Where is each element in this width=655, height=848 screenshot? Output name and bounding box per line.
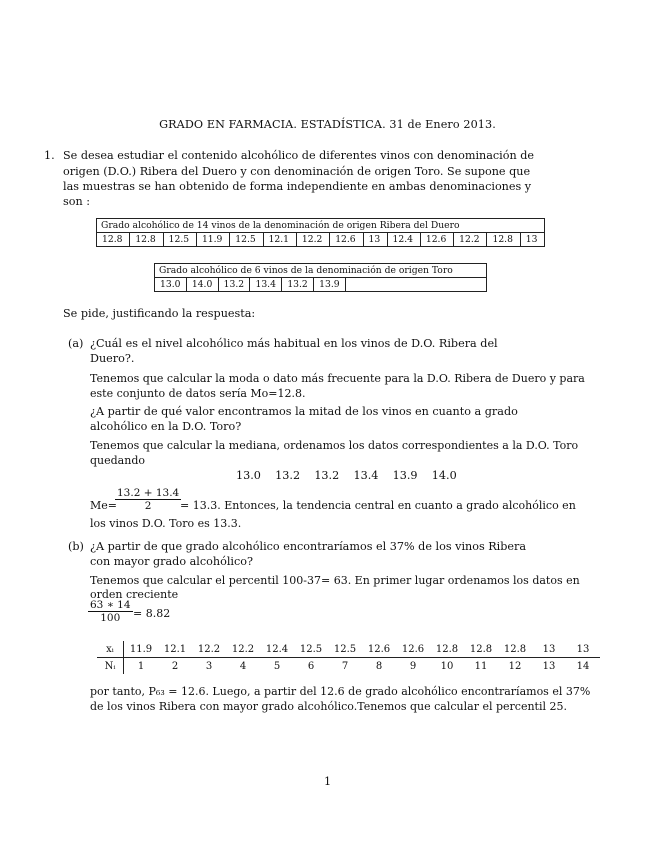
- b-answer-line-2: orden creciente: [90, 588, 179, 601]
- table-cell: 9: [409, 660, 417, 672]
- intro-line-4: son :: [63, 195, 91, 208]
- intro-line-3: las muestras se han obtenido de forma independiente en ambas denominaciones y: [63, 180, 532, 193]
- a-answer-1-line-2: este conjunto de datos sería Mo=12.8.: [90, 387, 306, 400]
- table-cell-empty: [346, 278, 487, 292]
- ask-line: Se pide, justificando la respuesta:: [63, 307, 256, 320]
- table-cell: 13.4: [250, 278, 282, 292]
- table-cell: 6: [307, 660, 315, 672]
- percentile-position-fraction: [88, 599, 133, 624]
- xi-label: xᵢ: [97, 641, 124, 658]
- table-cell: 11.9: [124, 641, 159, 658]
- sorted-toro-values: [236, 469, 457, 482]
- a-question-1-line-2: Duero?.: [90, 352, 135, 365]
- table-cell: 12.8: [130, 233, 163, 247]
- median-denominator: 2: [144, 500, 152, 512]
- median-prefix: Me=: [90, 499, 117, 512]
- table-cell: 12.2: [192, 641, 226, 658]
- frequency-table: [97, 641, 600, 674]
- toro-table-header: Grado alcohólico de 6 vinos de la denominación de origen Toro: [155, 264, 487, 278]
- table-cell: 12.6: [420, 233, 453, 247]
- table-cell: 13: [532, 641, 566, 658]
- table-cell: 12.5: [163, 233, 196, 247]
- problem-number: 1.: [44, 149, 55, 162]
- table-cell: 13.2: [282, 278, 314, 292]
- table-cell: 13: [566, 641, 600, 658]
- table-cell: 13: [363, 233, 387, 247]
- sorted-value: 13.2: [275, 469, 301, 482]
- table-cell: 12.1: [158, 641, 192, 658]
- table-cell: 12.6: [396, 641, 430, 658]
- sorted-value: 13.2: [314, 469, 340, 482]
- table-cell: 1: [137, 660, 145, 672]
- table-cell: 12.5: [294, 641, 328, 658]
- median-result-line: = 13.3. Entonces, la tendencia central en cuanto a grado alcohólico en: [180, 499, 576, 512]
- intro-line-2: origen (D.O.) Ribera del Duero y con denominación de origen Toro. Se supone que: [63, 165, 531, 178]
- table-cell: 2: [171, 660, 179, 672]
- ni-label: Nᵢ: [97, 658, 124, 675]
- median-fraction: [115, 487, 181, 512]
- table-cell: 10: [440, 660, 454, 672]
- table-cell: 11.9: [196, 233, 229, 247]
- b-conclusion-line-2: de los vinos Ribera con mayor grado alcohólico.Tenemos que calcular el percentil 25.: [90, 700, 567, 713]
- table-cell: 12.2: [454, 233, 487, 247]
- table-cell: 8: [375, 660, 383, 672]
- table-cell: 3: [205, 660, 213, 672]
- toro-table: [154, 263, 487, 292]
- median-numerator: 13.2 + 13.4: [117, 487, 180, 499]
- a-question-2-line-2: alcohólico en la D.O. Toro?: [90, 420, 242, 433]
- table-cell: 12.8: [430, 641, 464, 658]
- toro-values-row: [155, 278, 487, 292]
- table-cell: 12.4: [260, 641, 294, 658]
- sorted-value: 13.9: [392, 469, 418, 482]
- ni-row: [97, 658, 600, 675]
- ribera-table-header: Grado alcohólico de 14 vinos de la denominación de origen Ribera del Duero: [97, 219, 545, 233]
- median-conclusion: los vinos D.O. Toro es 13.3.: [90, 517, 242, 530]
- a-answer-1-line-1: Tenemos que calcular la moda o dato más frecuente para la D.O. Ribera de Duero y para: [90, 372, 585, 385]
- table-cell: 12.8: [498, 641, 532, 658]
- table-cell: 5: [273, 660, 281, 672]
- table-cell: 13.0: [155, 278, 187, 292]
- table-cell: 12.2: [226, 641, 260, 658]
- sorted-value: 14.0: [431, 469, 457, 482]
- a-answer-2-line-2: quedando: [90, 454, 145, 467]
- b-question-line-1: ¿A partir de que grado alcohólico encontraríamos el 37% de los vinos Ribera: [90, 540, 527, 553]
- intro-line-1: Se desea estudiar el contenido alcohólico de diferentes vinos con denominación de: [63, 149, 535, 162]
- table-cell: 11: [474, 660, 488, 672]
- table-cell: 13.9: [314, 278, 346, 292]
- ribera-values-row: [97, 233, 545, 247]
- table-cell: 14.0: [186, 278, 218, 292]
- a-answer-2-line-1: Tenemos que calcular la mediana, ordenamos los datos correspondientes a la D.O. Toro: [90, 439, 579, 452]
- xi-row: [97, 641, 600, 658]
- table-cell: 12.4: [387, 233, 420, 247]
- item-a-label: (a): [68, 337, 84, 350]
- table-cell: 12: [508, 660, 522, 672]
- sorted-value: 13.0: [236, 469, 261, 482]
- percentile-denominator: 100: [100, 612, 121, 624]
- table-cell: 12.8: [487, 233, 520, 247]
- table-cell: 13: [520, 233, 544, 247]
- page-title: GRADO EN FARMACIA. ESTADÍSTICA. 31 de Enero 2013.: [159, 118, 496, 131]
- ribera-table: [96, 218, 545, 247]
- table-cell: 12.8: [464, 641, 498, 658]
- table-cell: 4: [239, 660, 247, 672]
- table-cell: 12.1: [263, 233, 296, 247]
- sorted-value: 13.4: [353, 469, 379, 482]
- percentile-numerator: 63 ∗ 14: [90, 599, 131, 611]
- a-question-2-line-1: ¿A partir de qué valor encontramos la mitad de los vinos en cuanto a grado: [90, 405, 518, 418]
- table-cell: 12.2: [296, 233, 329, 247]
- b-conclusion-line-1: por tanto, P₆₃ = 12.6. Luego, a partir del 12.6 de grado alcohólico encontraríamos el 37%: [90, 685, 591, 698]
- table-cell: 12.5: [230, 233, 263, 247]
- b-answer-line-1: Tenemos que calcular el percentil 100-37= 63. En primer lugar ordenamos los datos en: [90, 574, 580, 587]
- table-cell: 12.6: [330, 233, 363, 247]
- b-question-line-2: con mayor grado alcohólico?: [90, 555, 253, 568]
- table-cell: 7: [341, 660, 349, 672]
- table-cell: 12.5: [328, 641, 362, 658]
- table-cell: 12.8: [97, 233, 130, 247]
- table-cell: 12.6: [362, 641, 396, 658]
- percentile-position-result: = 8.82: [133, 607, 171, 620]
- table-cell: 13: [542, 660, 556, 672]
- page-number: 1: [323, 775, 332, 788]
- item-b-label: (b): [68, 540, 84, 553]
- table-cell: 14: [576, 660, 590, 672]
- a-question-1-line-1: ¿Cuál es el nivel alcohólico más habitual en los vinos de D.O. Ribera del: [90, 337, 498, 350]
- table-cell: 13.2: [218, 278, 250, 292]
